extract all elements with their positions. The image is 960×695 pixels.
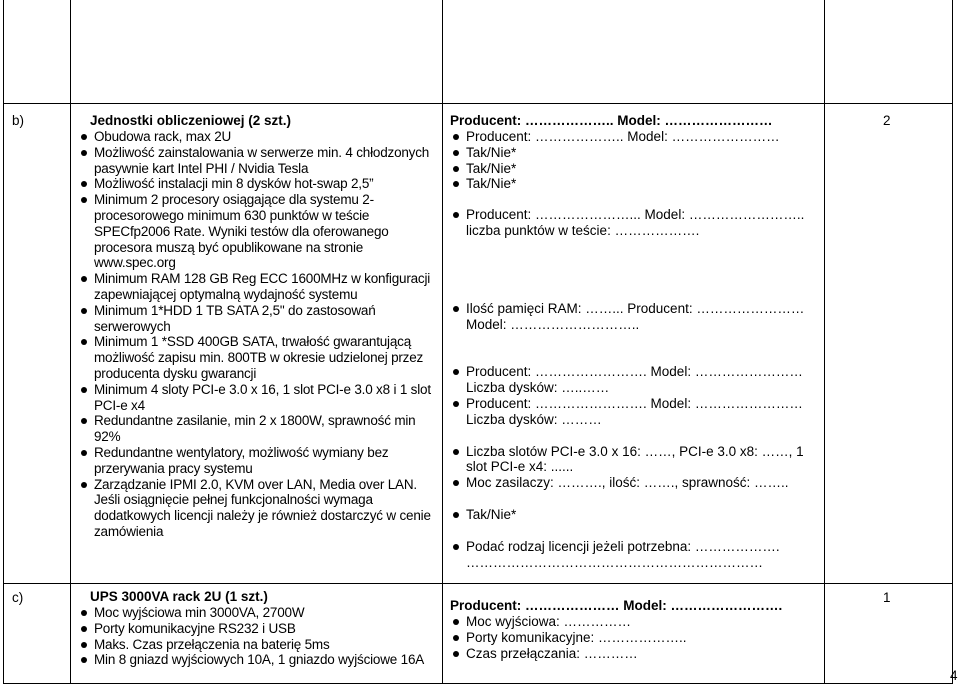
offer-item: Moc wyjściowa: …………… bbox=[450, 614, 820, 630]
spec-item: Maks. Czas przełączenia na baterię 5ms bbox=[78, 637, 442, 653]
offer-item: Czas przełączania: ………… bbox=[450, 646, 820, 662]
row-c-qty: 1 bbox=[883, 590, 891, 605]
spec-item: Moc wyjściowa min 3000VA, 2700W bbox=[78, 605, 442, 621]
offer-item: Producent: ……………………. Model: …………………… Liczba dysków: ……… bbox=[450, 396, 820, 428]
offer-item: Liczba slotów PCI-e 3.0 x 16: ……, PCI-e 3.0 x8: ……, 1 slot PCI-e x4: ...... bbox=[450, 444, 820, 476]
row-b-letter: b) bbox=[12, 113, 25, 128]
table-line bbox=[442, 0, 443, 684]
spec-item: Obudowa rack, max 2U bbox=[78, 129, 438, 145]
table-line bbox=[3, 104, 4, 684]
row-b-title: Jednostki obliczeniowej (2 szt.) bbox=[90, 113, 292, 128]
spec-item: Redundantne zasilanie, min 2 x 1800W, sprawność min 92% bbox=[78, 413, 438, 445]
row-c-title: UPS 3000VA rack 2U (1 szt.) bbox=[90, 589, 268, 604]
row-b-offer-cell bbox=[450, 112, 820, 570]
row-b-qty: 2 bbox=[883, 113, 891, 128]
spec-item: Możliwość instalacji min 8 dysków hot-swap 2,5” bbox=[78, 176, 438, 192]
offer-item: Moc zasilaczy: ………., ilość: ……., sprawność: …….. bbox=[450, 475, 820, 491]
row-b-offer-header: Producent: ……………….. Model: …………………… bbox=[450, 113, 773, 128]
spec-item: Zarządzanie IPMI 2.0, KVM over LAN, Media over LAN. Jeśli osiągnięcie pełnej funkcjonalności wymaga dodatkowych licencji należy je również dostarczyć w cenie zamówienia bbox=[78, 477, 438, 540]
row-c-letter: c) bbox=[12, 590, 24, 605]
offer-item: Podać rodzaj licencji jeżeli potrzebna: ………………. bbox=[450, 539, 820, 555]
offer-item: Tak/Nie* bbox=[450, 507, 820, 523]
offer-item: Tak/Nie* bbox=[450, 145, 820, 161]
spec-item: Porty komunikacyjne RS232 i USB bbox=[78, 621, 442, 637]
row-c-spec-list bbox=[78, 605, 442, 668]
offer-item: Ilość pamięci RAM: ……... Producent: …………………… bbox=[450, 301, 820, 317]
row-b-spec-cell bbox=[78, 112, 438, 540]
table-line bbox=[3, 103, 953, 104]
page-number: 4 bbox=[950, 668, 958, 683]
table-line bbox=[3, 0, 4, 103]
spec-item: Redundantne wentylatory, możliwość wymiany bez przerywania pracy systemu bbox=[78, 445, 438, 477]
row-c-spec-cell bbox=[78, 589, 442, 668]
spec-item: Minimum 1 *SSD 400GB SATA, trwałość gwarantującą możliwość zapisu min. 800TB w okresie udzielonej przez producenta dysku gwarancji bbox=[78, 334, 438, 381]
spec-item: Możliwość zainstalowania w serwerze min. 4 chłodzonych pasywnie kart Intel PHI / Nvidia Tesla bbox=[78, 145, 438, 177]
table-line bbox=[3, 583, 953, 584]
offer-item: liczba punktów w teście: ………………. bbox=[466, 222, 700, 238]
row-c-offer-list bbox=[450, 614, 820, 661]
offer-item: Producent: ……………….. Model: …………………… bbox=[450, 129, 820, 145]
offer-item: ………………………………………………………… bbox=[466, 554, 763, 570]
spec-item: Minimum 1*HDD 1 TB SATA 2,5" do zastosowań serwerowych bbox=[78, 303, 438, 335]
spec-item: Minimum 2 procesory osiągające dla systemu 2-procesorowego minimum 630 punktów w teście SPECfp2006 Rate. Wyniki testów dla oferowanego procesora muszą być opublikowane na stronie www.spec.org bbox=[78, 192, 438, 271]
offer-item: Producent: ……………………. Model: …………………… Liczba dysków: …..…… bbox=[450, 364, 820, 396]
row-b-offer-list bbox=[450, 129, 820, 570]
table-line bbox=[70, 584, 71, 684]
spec-item: Min 8 gniazd wyjściowych 10A, 1 gniazdo wyjściowe 16A bbox=[78, 652, 442, 668]
row-c-offer-header: Producent: ………………… Model: ……………………. bbox=[450, 598, 783, 613]
spec-item: Minimum 4 sloty PCI-e 3.0 x 16, 1 slot PCI-e 3.0 x8 i 1 slot PCI-e x4 bbox=[78, 382, 438, 414]
offer-item: Producent: …………………... Model: …………………….. bbox=[450, 207, 820, 223]
offer-item: Porty komunikacyjne: ……………….. bbox=[450, 630, 820, 646]
row-c-offer-cell bbox=[450, 597, 820, 661]
offer-item: Tak/Nie* bbox=[450, 176, 820, 192]
offer-item: Model: ……………………….. bbox=[466, 316, 640, 332]
offer-item: Tak/Nie* bbox=[450, 161, 820, 177]
row-b-spec-list bbox=[78, 129, 438, 540]
table-line bbox=[3, 683, 953, 684]
table-line bbox=[824, 0, 825, 684]
spec-item: Minimum RAM 128 GB Reg ECC 1600MHz w konfiguracji zapewniającej optymalną wydajność systemu bbox=[78, 271, 438, 303]
table-line bbox=[952, 0, 953, 684]
table-line bbox=[70, 0, 71, 584]
